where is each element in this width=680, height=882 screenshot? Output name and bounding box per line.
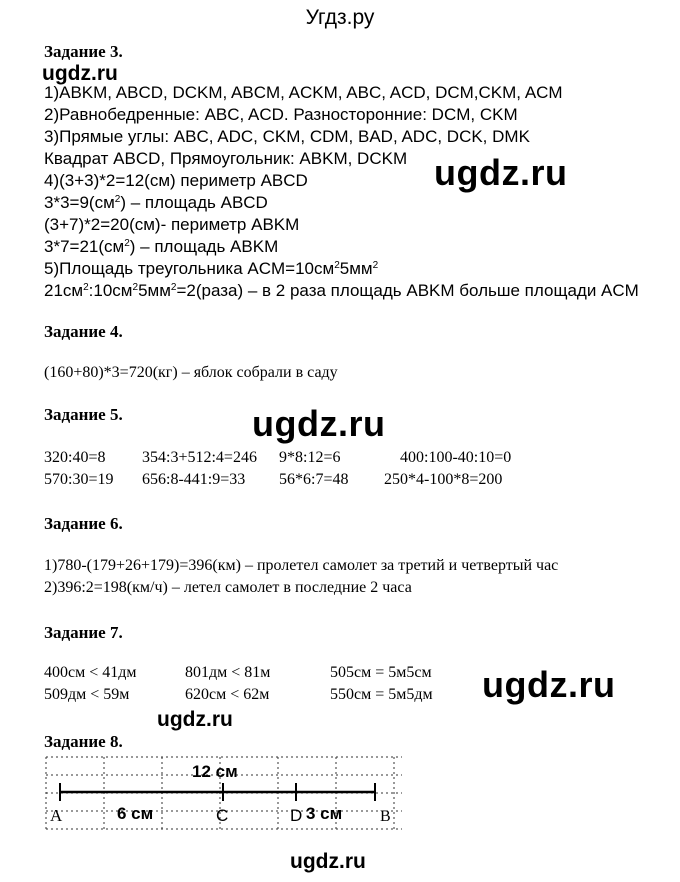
task3-answer-2: 2)Равнобедренные: ABC, ACD. Разносторонние: DCM, CKM	[44, 105, 518, 124]
task5-expr: 320:40=8	[44, 449, 106, 466]
task5-expr: 56*6:7=48	[279, 471, 349, 488]
task3-answer-5b: $21см^2:10см^25мм^2=2(раза) - в$ 2 раза площадь ABKM больше площади ACM	[44, 281, 639, 300]
task6-title: Задание 6.	[44, 514, 123, 533]
watermark: ugdz.ru	[290, 850, 366, 873]
task5-expr: 400:100-40:10=0	[400, 449, 512, 466]
task7-compare: 801дм < 81м	[185, 664, 271, 681]
segment-db-label: 3 см	[306, 804, 343, 823]
point-c-label: C	[216, 806, 229, 825]
task3-answer-3: 3)Прямые углы: ABC, ADC, CKM, CDM, BAD, ADC, DCK, DMK	[44, 127, 530, 146]
watermark: ugdz.ru	[157, 708, 233, 731]
watermark: ugdz.ru	[482, 664, 616, 705]
point-d-label: D	[290, 806, 303, 825]
task7-compare: 400см < 41дм	[44, 664, 137, 681]
task3-answer-4b: $3*3=9(см^2)$ – площадь ABCD	[44, 193, 268, 212]
task5-title: Задание 5.	[44, 405, 123, 424]
segment-total-label: 12 см	[192, 762, 238, 781]
task7-compare: 509дм < 59м	[44, 686, 130, 703]
task7-title: Задание 7.	[44, 623, 123, 642]
task5-expr: 656:8-441:9=33	[142, 471, 246, 488]
task7-compare: 620см < 62м	[185, 686, 270, 703]
grid-svg	[44, 755, 404, 835]
task3-answer-1: 1)ABKM, ABCD, DCKM, ABCM, ACKM, ABC, ACD, DCM,CKM, ACM	[44, 83, 563, 102]
segment-drawing	[44, 755, 404, 840]
task8-title: Задание 8.	[44, 732, 123, 751]
task3-answer-4c: (3+7)*2=20(см)- периметр ABKM	[44, 215, 300, 234]
task4-title: Задание 4.	[44, 322, 123, 341]
task3-answer-5: 5)Площадь треугольника $ACM=10см^25мм^2$	[44, 259, 379, 278]
task3-answer-4: 4)(3+3)*2=12(см) периметр ABCD	[44, 171, 308, 190]
task7-compare: 550см = 5м5дм	[330, 686, 433, 703]
task5-expr: 250*4-100*8=200	[384, 471, 503, 488]
task3-title: Задание 3.	[44, 42, 123, 61]
watermark: ugdz.ru	[42, 62, 118, 85]
task7-compare: 505см = 5м5см	[330, 664, 432, 681]
task4-answer: (160+80)*3=720(кг) – яблок собрали в саду	[44, 364, 338, 381]
task5-expr: 354:3+512:4=246	[142, 449, 257, 466]
watermark: ugdz.ru	[434, 152, 568, 193]
task6-answer-2: 2)396:2=198(км/ч) – летел самолет в последние 2 часа	[44, 579, 412, 596]
point-a-label: A	[50, 806, 63, 825]
task3-answer-3b: Квадрат ABCD, Прямоугольник: ABKM, DCKM	[44, 149, 408, 168]
task5-expr: 9*8:12=6	[279, 449, 341, 466]
task3-answer-4d: $3*7=21(см^2)$ – площадь ABKM	[44, 237, 279, 256]
segment-ac-label: 6 см	[117, 804, 154, 823]
page-header: Угдз.ру	[305, 6, 375, 29]
task5-expr: 570:30=19	[44, 471, 114, 488]
watermark: ugdz.ru	[252, 403, 386, 444]
task6-answer-1: 1)780-(179+26+179)=396(км) – пролетел самолет за третий и четвертый час	[44, 557, 559, 574]
point-b-label: B	[380, 808, 391, 825]
